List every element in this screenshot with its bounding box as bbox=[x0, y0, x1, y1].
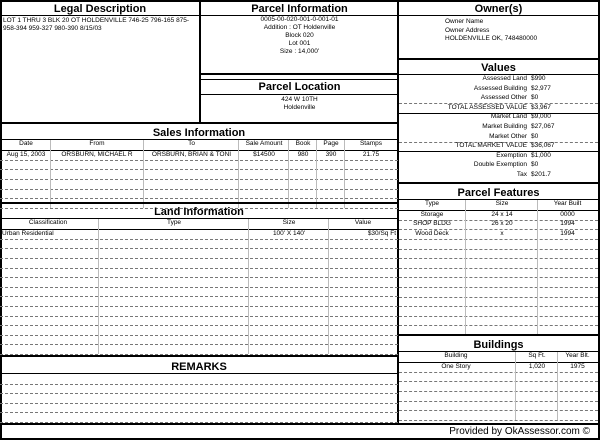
feature-cell bbox=[539, 239, 596, 248]
land-cell bbox=[100, 258, 248, 267]
values-title: Values bbox=[481, 62, 516, 74]
sales-column-separator bbox=[344, 140, 345, 208]
feature-cell bbox=[539, 307, 596, 316]
value-row bbox=[399, 85, 598, 94]
building-row bbox=[399, 391, 598, 400]
feature-column-separator bbox=[537, 200, 538, 335]
sales-cell: 21.75 bbox=[362, 150, 380, 158]
building-row bbox=[399, 372, 598, 381]
feature-header-row bbox=[399, 200, 598, 209]
land-column-separator bbox=[328, 219, 329, 354]
land-cell bbox=[100, 345, 248, 354]
value-label: TOTAL MARKET VALUE bbox=[455, 142, 527, 150]
value-row bbox=[399, 75, 598, 84]
sales-section bbox=[0, 122, 398, 202]
land-information-title: Land Information bbox=[154, 206, 244, 218]
value-row bbox=[399, 123, 598, 132]
land-cell bbox=[2, 326, 94, 335]
feature-row bbox=[399, 316, 598, 325]
land-cell bbox=[250, 306, 328, 315]
value-amount: $201.7 bbox=[531, 171, 551, 178]
value-amount: $2,977 bbox=[531, 84, 551, 92]
value-label: Market Other bbox=[489, 132, 527, 140]
sales-cell bbox=[290, 179, 316, 188]
values-section bbox=[399, 58, 598, 182]
sales-row bbox=[0, 160, 398, 169]
feature-cell bbox=[401, 239, 463, 248]
sales-cell bbox=[52, 160, 142, 169]
legal-description-text: LOT 1 THRU 3 BLK 20 OT HOLDENVILLE 746-25 796-165 875-958-394 959-327 980-390 8/15/03 bbox=[3, 17, 190, 32]
land-cell bbox=[250, 326, 328, 335]
remarks-title: REMARKS bbox=[171, 361, 227, 373]
land-row bbox=[0, 258, 398, 267]
sales-column-separator bbox=[316, 140, 317, 208]
land-cell bbox=[330, 258, 396, 267]
land-cell bbox=[2, 287, 94, 296]
building-cell bbox=[401, 372, 511, 381]
building-row bbox=[399, 411, 598, 420]
feature-row bbox=[399, 220, 598, 229]
feature-cell bbox=[467, 278, 537, 287]
parcel-features-title: Parcel Features bbox=[457, 187, 540, 199]
sales-cell: 390 bbox=[325, 150, 337, 158]
value-row bbox=[399, 171, 598, 180]
feature-cell bbox=[401, 316, 463, 325]
building-cell bbox=[517, 382, 557, 391]
land-cell bbox=[100, 335, 248, 344]
value-row bbox=[399, 113, 598, 122]
land-cell bbox=[2, 297, 94, 306]
land-cell bbox=[2, 316, 94, 325]
sales-cell: Aug 15, 2003 bbox=[6, 150, 46, 158]
feature-cell bbox=[467, 297, 537, 306]
remarks-section bbox=[0, 355, 398, 424]
feature-cell bbox=[539, 297, 596, 306]
land-cell bbox=[100, 297, 248, 306]
building-column-separator bbox=[515, 352, 516, 420]
value-amount: $1,000 bbox=[531, 151, 551, 159]
land-row bbox=[0, 287, 398, 296]
land-cell bbox=[2, 268, 94, 277]
value-row bbox=[399, 152, 598, 161]
land-cell bbox=[250, 287, 328, 296]
sales-cell: ORSBURN, BRIAN & TONI bbox=[151, 150, 232, 158]
sales-cell bbox=[240, 179, 288, 188]
land-cell bbox=[100, 268, 248, 277]
owner-address: HOLDENVILLE OK, 748480000 bbox=[445, 35, 538, 42]
value-amount: $0 bbox=[531, 161, 539, 169]
feature-row bbox=[399, 230, 598, 239]
sales-cell bbox=[52, 179, 142, 188]
sales-column-separator bbox=[288, 140, 289, 208]
land-header-classification: Classification bbox=[28, 219, 68, 226]
feature-cell bbox=[401, 259, 463, 268]
value-label: Market Building bbox=[482, 123, 527, 130]
feature-cell: SHOP BLDG bbox=[413, 220, 451, 228]
land-cell bbox=[100, 316, 248, 325]
sales-cell: $14500 bbox=[253, 150, 275, 158]
value-label: Tax bbox=[516, 171, 527, 178]
parcel-location-address: 424 W 10TH bbox=[281, 96, 318, 103]
owner-address-label: Owner Address bbox=[445, 27, 490, 34]
building-cell bbox=[559, 401, 596, 410]
feature-row bbox=[399, 259, 598, 268]
buildings-title: Buildings bbox=[473, 339, 524, 351]
sales-cell bbox=[145, 179, 238, 188]
feature-row bbox=[399, 239, 598, 248]
land-cell bbox=[250, 239, 328, 248]
parcel-information-section bbox=[201, 0, 398, 74]
land-row bbox=[0, 316, 398, 325]
sales-cell bbox=[52, 189, 142, 198]
value-row bbox=[399, 94, 598, 103]
feature-header-size: Size bbox=[495, 200, 509, 207]
remarks-line bbox=[0, 384, 398, 385]
feature-cell: 1994 bbox=[560, 220, 575, 228]
value-label: Market Land bbox=[490, 113, 527, 121]
land-cell bbox=[100, 306, 248, 315]
land-cell: 100' X 140' bbox=[272, 229, 306, 237]
land-cell bbox=[2, 239, 94, 248]
land-row bbox=[0, 335, 398, 344]
feature-row bbox=[399, 287, 598, 296]
land-cell bbox=[2, 258, 94, 267]
sales-row bbox=[0, 189, 398, 198]
land-column-separator bbox=[98, 219, 99, 354]
sales-cell bbox=[318, 179, 344, 188]
value-amount: $0 bbox=[531, 94, 539, 102]
land-row bbox=[0, 345, 398, 354]
value-amount: $27,067 bbox=[531, 123, 555, 130]
value-amount: $0 bbox=[531, 132, 539, 140]
land-cell bbox=[330, 306, 396, 315]
value-label: Assessed Building bbox=[473, 84, 527, 92]
sales-cell bbox=[2, 189, 50, 198]
parcel-location-title: Parcel Location bbox=[258, 81, 341, 93]
feature-cell: Storage bbox=[420, 210, 444, 218]
building-cell bbox=[401, 401, 511, 410]
parcel-addition: Addition : OT Holdenville bbox=[263, 24, 336, 31]
feature-cell bbox=[539, 268, 596, 277]
feature-cell bbox=[467, 259, 537, 268]
land-cell bbox=[330, 268, 396, 277]
value-amount: $36,067 bbox=[531, 142, 555, 150]
land-header-size: Size bbox=[282, 219, 296, 226]
value-row bbox=[399, 161, 598, 170]
land-row bbox=[0, 239, 398, 248]
sales-cell bbox=[346, 170, 396, 179]
sales-column-separator bbox=[50, 140, 51, 208]
sales-cell: 980 bbox=[297, 150, 309, 158]
land-cell bbox=[330, 239, 396, 248]
sales-cell bbox=[52, 170, 142, 179]
land-cell bbox=[250, 249, 328, 258]
owner-name-label: Owner Name bbox=[445, 18, 484, 25]
feature-row bbox=[399, 278, 598, 287]
sales-header-stamps: Stamps bbox=[359, 140, 383, 147]
value-row bbox=[399, 104, 598, 113]
sales-header-sale-amount: Sale Amount bbox=[245, 140, 283, 147]
land-cell bbox=[250, 258, 328, 267]
sales-cell: ORSBURN, MICHAEL R bbox=[61, 150, 133, 158]
feature-row bbox=[399, 297, 598, 306]
land-cell: Urban Residential bbox=[2, 229, 54, 237]
value-row bbox=[399, 142, 598, 151]
land-cell bbox=[330, 345, 396, 354]
owners-section bbox=[399, 0, 598, 58]
value-label: Exemption bbox=[496, 151, 527, 159]
feature-cell: x bbox=[500, 229, 504, 237]
feature-cell bbox=[401, 287, 463, 296]
building-cell: 1975 bbox=[570, 362, 585, 370]
feature-cell bbox=[467, 249, 537, 258]
land-cell bbox=[250, 316, 328, 325]
value-label: Double Exemption bbox=[473, 161, 527, 169]
sales-header-date: Date bbox=[19, 140, 33, 147]
sales-cell bbox=[145, 189, 238, 198]
footer-credit: Provided by OkAssessor.com © bbox=[449, 426, 590, 437]
feature-cell bbox=[401, 307, 463, 316]
sales-cell bbox=[145, 160, 238, 169]
land-cell bbox=[330, 316, 396, 325]
land-cell bbox=[330, 278, 396, 287]
feature-cell bbox=[539, 287, 596, 296]
value-amount: $9,000 bbox=[531, 113, 551, 121]
land-cell bbox=[250, 268, 328, 277]
building-cell bbox=[517, 372, 557, 381]
feature-row bbox=[399, 307, 598, 316]
feature-cell bbox=[467, 307, 537, 316]
building-cell bbox=[559, 411, 596, 420]
parcel-size: Size : 14,000' bbox=[279, 48, 320, 55]
sales-column-separator bbox=[238, 140, 239, 208]
building-row bbox=[399, 363, 598, 372]
building-row-divider bbox=[399, 420, 598, 421]
building-header-building: Building bbox=[444, 352, 468, 359]
building-row bbox=[399, 401, 598, 410]
feature-cell: 24 x 14 bbox=[491, 210, 513, 218]
sales-cell bbox=[240, 170, 288, 179]
land-cell bbox=[2, 335, 94, 344]
sales-cell bbox=[2, 179, 50, 188]
feature-cell bbox=[401, 297, 463, 306]
sales-cell bbox=[240, 189, 288, 198]
sales-cell bbox=[2, 170, 50, 179]
building-cell bbox=[559, 382, 596, 391]
land-row bbox=[0, 278, 398, 287]
building-cell bbox=[517, 411, 557, 420]
land-row bbox=[0, 230, 398, 239]
value-label: Assessed Land bbox=[482, 75, 527, 82]
land-cell bbox=[2, 306, 94, 315]
land-cell: $30/Sq Ft bbox=[367, 229, 396, 237]
building-header-row bbox=[399, 352, 598, 361]
buildings-section bbox=[399, 334, 598, 424]
sales-cell bbox=[145, 170, 238, 179]
land-cell bbox=[2, 345, 94, 354]
sales-row bbox=[0, 151, 398, 160]
sales-header-to: To bbox=[188, 140, 195, 147]
land-row bbox=[0, 306, 398, 315]
feature-cell: Wood Deck bbox=[415, 229, 449, 237]
feature-cell bbox=[467, 268, 537, 277]
land-cell bbox=[100, 249, 248, 258]
sales-cell bbox=[240, 160, 288, 169]
sales-cell bbox=[290, 170, 316, 179]
land-cell bbox=[330, 335, 396, 344]
land-row bbox=[0, 326, 398, 335]
land-header-row bbox=[0, 219, 398, 228]
parcel-location-section bbox=[201, 79, 398, 122]
land-cell bbox=[330, 249, 396, 258]
building-column-separator bbox=[557, 352, 558, 420]
feature-cell: 1994 bbox=[560, 229, 575, 237]
sales-cell bbox=[346, 189, 396, 198]
feature-cell bbox=[467, 316, 537, 325]
sales-cell bbox=[290, 160, 316, 169]
owners-title: Owner(s) bbox=[474, 3, 523, 15]
value-label: TOTAL ASSESSED VALUE bbox=[447, 103, 527, 111]
land-cell bbox=[100, 326, 248, 335]
land-cell bbox=[330, 326, 396, 335]
land-cell bbox=[330, 297, 396, 306]
sales-header-from: From bbox=[89, 140, 105, 147]
parcel-information-title: Parcel Information bbox=[251, 3, 348, 15]
land-cell bbox=[250, 278, 328, 287]
sales-cell bbox=[318, 170, 344, 179]
land-cell bbox=[2, 278, 94, 287]
value-row bbox=[399, 133, 598, 142]
feature-header-type: Type bbox=[424, 200, 440, 207]
building-cell: 1,020 bbox=[528, 362, 546, 370]
sales-cell bbox=[2, 160, 50, 169]
land-row bbox=[0, 249, 398, 258]
feature-cell bbox=[539, 316, 596, 325]
feature-cell bbox=[401, 278, 463, 287]
sales-cell bbox=[318, 189, 344, 198]
feature-cell bbox=[467, 239, 537, 248]
legal-description-title: Legal Description bbox=[53, 3, 147, 15]
land-row bbox=[0, 297, 398, 306]
feature-header-year-built: Year Built bbox=[553, 200, 582, 207]
land-cell bbox=[100, 239, 248, 248]
parcel-lot: Lot 001 bbox=[288, 40, 311, 47]
land-cell bbox=[100, 278, 248, 287]
land-cell bbox=[100, 287, 248, 296]
feature-cell: 26 x 20 bbox=[491, 220, 513, 228]
sales-cell bbox=[346, 179, 396, 188]
sales-row bbox=[0, 179, 398, 188]
feature-cell bbox=[467, 287, 537, 296]
land-cell bbox=[100, 230, 248, 239]
land-information-section bbox=[0, 202, 398, 355]
building-row bbox=[399, 382, 598, 391]
sales-header-page: Page bbox=[323, 140, 339, 147]
building-cell bbox=[401, 411, 511, 420]
sales-title: Sales Information bbox=[152, 127, 246, 139]
land-cell bbox=[250, 335, 328, 344]
sales-header-row bbox=[0, 140, 398, 149]
legal-description-section bbox=[0, 0, 200, 122]
parcel-location-city: Holdenville bbox=[283, 104, 316, 111]
feature-cell bbox=[539, 249, 596, 258]
value-amount: $990 bbox=[531, 75, 546, 82]
feature-row bbox=[399, 249, 598, 258]
parcel-features-section bbox=[399, 182, 598, 334]
land-cell bbox=[2, 249, 94, 258]
land-cell bbox=[250, 297, 328, 306]
sales-header-book: Book bbox=[295, 140, 311, 147]
feature-row bbox=[399, 211, 598, 220]
land-header-type: Type bbox=[166, 219, 182, 226]
building-cell bbox=[401, 382, 511, 391]
value-label: Assessed Other bbox=[480, 94, 527, 102]
feature-row bbox=[399, 268, 598, 277]
building-header-sq-ft: Sq Ft. bbox=[528, 352, 546, 359]
building-cell bbox=[517, 391, 557, 400]
sales-cell bbox=[290, 189, 316, 198]
building-cell bbox=[559, 372, 596, 381]
sales-cell bbox=[318, 160, 344, 169]
land-header-value: Value bbox=[354, 219, 372, 226]
land-cell bbox=[330, 287, 396, 296]
parcel-number: 0005-00-020-001-0-001-01 bbox=[260, 16, 339, 23]
feature-cell bbox=[539, 259, 596, 268]
land-row bbox=[0, 268, 398, 277]
value-amount: $3,967 bbox=[531, 103, 551, 111]
remarks-line bbox=[0, 393, 398, 394]
sales-row bbox=[0, 170, 398, 179]
building-header-year-blt: Year Blt. bbox=[565, 352, 590, 359]
feature-cell bbox=[401, 249, 463, 258]
building-cell bbox=[517, 401, 557, 410]
feature-cell bbox=[401, 268, 463, 277]
building-cell bbox=[559, 391, 596, 400]
land-column-separator bbox=[248, 219, 249, 354]
sales-column-separator bbox=[143, 140, 144, 208]
building-cell: One Story bbox=[441, 362, 471, 370]
feature-cell: 0000 bbox=[560, 210, 575, 218]
remarks-line bbox=[0, 403, 398, 404]
remarks-line bbox=[0, 412, 398, 413]
feature-column-separator bbox=[465, 200, 466, 335]
land-cell bbox=[250, 345, 328, 354]
feature-cell bbox=[539, 278, 596, 287]
building-cell bbox=[401, 391, 511, 400]
parcel-block: Block 020 bbox=[285, 32, 314, 39]
sales-cell bbox=[346, 160, 396, 169]
